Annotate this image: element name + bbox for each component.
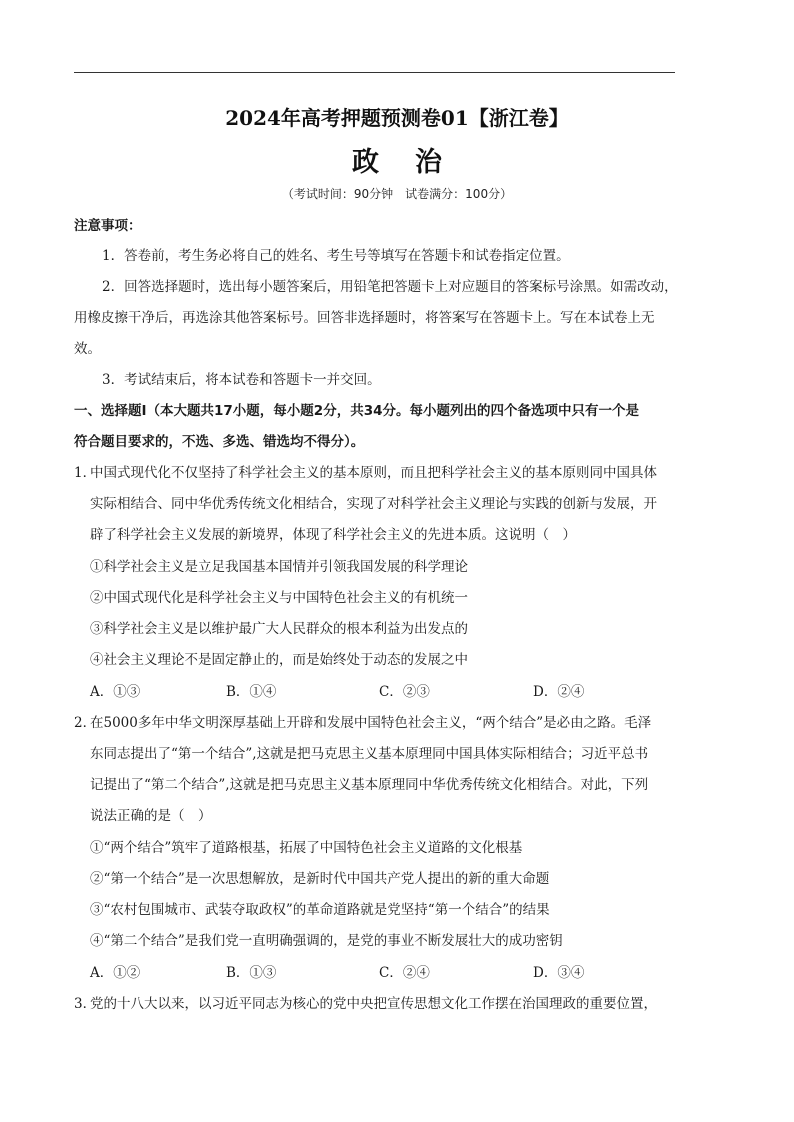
question-statement: ①“两个结合”筑牢了道路根基，拓展了中国特色社会主义道路的文化根基 bbox=[90, 840, 523, 856]
question-stem: 党的十八大以来，以习近平同志为核心的党中央把宣传思想文化工作摆在治国理政的重要位置， bbox=[90, 996, 657, 1012]
question-number: 3． bbox=[74, 996, 97, 1012]
subject-title: 政治 bbox=[352, 147, 478, 178]
question-statement: ②中国式现代化是科学社会主义与中国特色社会主义的有机统一 bbox=[90, 590, 468, 606]
notice-item: 1．答卷前，考生务必将自己的姓名、考生号等填写在答题卡和试卷指定位置。 bbox=[102, 248, 570, 264]
answer-option-c[interactable]: C．②④ bbox=[379, 965, 430, 981]
answer-option-a[interactable]: A．①③ bbox=[90, 684, 141, 700]
answer-option-c[interactable]: C．②③ bbox=[379, 684, 430, 700]
notice-item-continued: 效。 bbox=[74, 341, 101, 357]
question-number: 2． bbox=[74, 715, 97, 731]
question-stem: 辟了科学社会主义发展的新境界，体现了科学社会主义的先进本质。这说明（ ） bbox=[90, 527, 576, 543]
exam-info: （考试时间：90分钟 试卷满分：100分） bbox=[281, 187, 513, 201]
question-statement: ②“第一个结合”是一次思想解放，是新时代中国共产党人提出的新的重大命题 bbox=[90, 871, 550, 887]
answer-option-a[interactable]: A．①② bbox=[90, 965, 141, 981]
notice-heading: 注意事项： bbox=[74, 218, 142, 234]
question-statement: ④“第二个结合”是我们党一直明确强调的，是党的事业不断发展壮大的成功密钥 bbox=[90, 933, 563, 949]
answer-option-d[interactable]: D．③④ bbox=[533, 965, 585, 981]
notice-item: 2．回答选择题时，选出每小题答案后，用铅笔把答题卡上对应题目的答案标号涂黑。如需改动， bbox=[102, 279, 678, 295]
notice-item: 3．考试结束后，将本试卷和答题卡一并交回。 bbox=[102, 372, 381, 388]
question-stem: 在5000多年中华文明深厚基础上开辟和发展中国特色社会主义，“两个结合”是必由之路。毛泽 bbox=[90, 715, 652, 731]
answer-option-b[interactable]: B．①④ bbox=[226, 684, 277, 700]
section-heading: 符合题目要求的，不选、多选、错选均不得分）。 bbox=[74, 434, 365, 450]
notice-item-continued: 用橡皮擦干净后，再选涂其他答案标号。回答非选择题时，将答案写在答题卡上。写在本试卷上无 bbox=[74, 310, 655, 326]
answer-option-b[interactable]: B．①③ bbox=[226, 965, 277, 981]
question-statement: ①科学社会主义是立足我国基本国情并引领我国发展的科学理论 bbox=[90, 559, 468, 575]
question-number: 1． bbox=[74, 465, 97, 481]
section-heading: 一、选择题Ⅰ（本大题共17小题，每小题2分，共34分。每小题列出的四个备选项中只有一个是 bbox=[74, 403, 639, 419]
question-stem: 东同志提出了“第一个结合”,这就是把马克思主义基本原理同中国具体实际相结合；习近平总书 bbox=[90, 746, 649, 762]
header-rule bbox=[74, 72, 675, 73]
question-stem: 实际相结合、同中华优秀传统文化相结合，实现了对科学社会主义理论与实践的创新与发展，开 bbox=[90, 496, 657, 512]
question-statement: ④社会主义理论不是固定静止的，而是始终处于动态的发展之中 bbox=[90, 652, 468, 668]
question-stem: 中国式现代化不仅坚持了科学社会主义的基本原则，而且把科学社会主义的基本原则同中国具体 bbox=[90, 465, 657, 481]
question-stem: 记提出了“第二个结合”,这就是把马克思主义基本原理同中华优秀传统文化相结合。对此，下列 bbox=[90, 777, 649, 793]
answer-option-d[interactable]: D．②④ bbox=[533, 684, 585, 700]
question-statement: ③科学社会主义是以维护最广大人民群众的根本利益为出发点的 bbox=[90, 621, 468, 637]
question-statement: ③“农村包围城市、武装夺取政权”的革命道路就是党坚持“第一个结合”的结果 bbox=[90, 902, 550, 918]
paper-title: 2024年高考押题预测卷01【浙江卷】 bbox=[225, 106, 569, 130]
question-stem: 说法正确的是（ ） bbox=[90, 808, 212, 824]
